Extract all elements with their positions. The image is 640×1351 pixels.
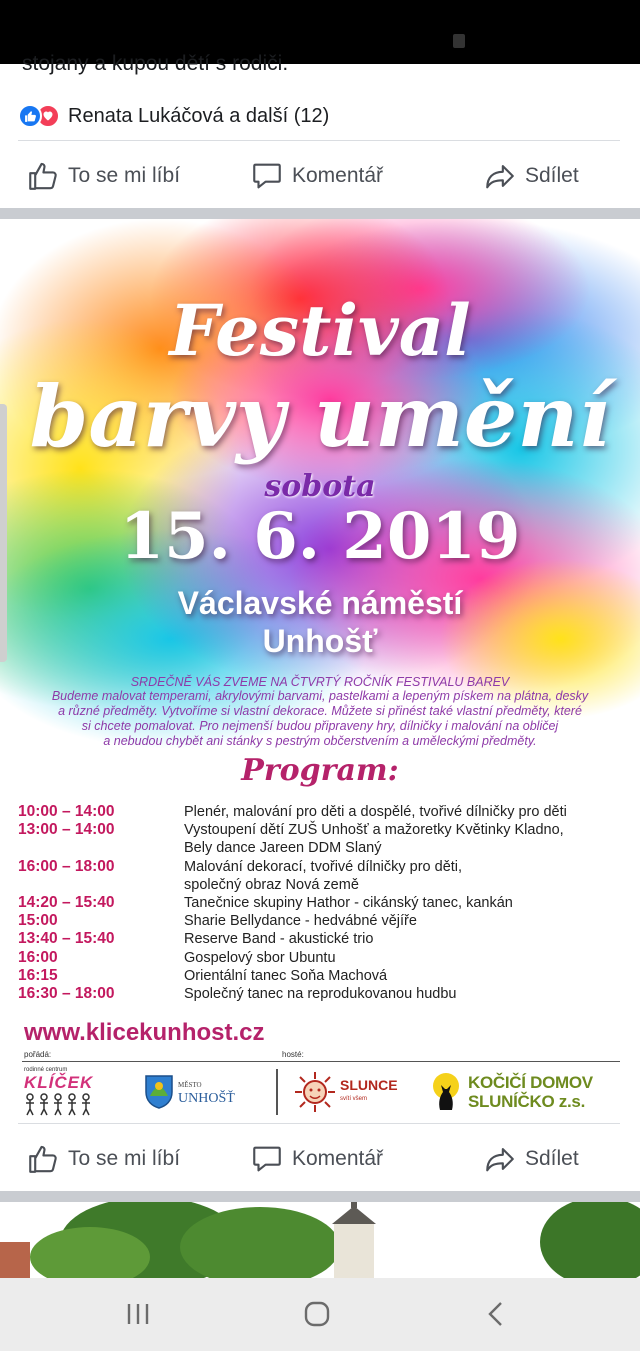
program-schedule — [18, 803, 628, 1003]
schedule-desc: Gospelový sbor Ubuntu — [184, 949, 336, 966]
schedule-row — [18, 949, 628, 967]
festival-poster-image[interactable] — [0, 219, 640, 1123]
schedule-row — [18, 967, 628, 985]
logo-slunce — [294, 1068, 404, 1116]
reactions-names: Renata Lukáčová a další (12) — [68, 104, 330, 127]
logo-mesto-unhost — [144, 1072, 254, 1112]
poster-website: www.klicekunhost.cz — [24, 1019, 265, 1046]
logos-divider-line — [22, 1061, 620, 1062]
poster-place-town: Unhošť — [262, 623, 378, 659]
schedule-time: 13:00 – 14:00 — [18, 821, 115, 839]
divider — [18, 140, 620, 141]
schedule-desc: Společný tanec na reprodukovanou hudbu — [184, 986, 457, 1003]
schedule-time: 10:00 – 14:00 — [18, 803, 115, 820]
share-label: Sdílet — [525, 1147, 579, 1170]
schedule-time: 14:20 – 15:40 — [18, 894, 115, 912]
intro-line: a nebudou chybět ani stánky s pestrým občerstvením a uměleckými předměty. — [103, 734, 537, 748]
logo-kocici-line1: KOČIČÍ DOMOV — [468, 1073, 593, 1092]
comment-icon — [250, 1142, 284, 1176]
post-actions-bar — [0, 1134, 640, 1184]
share-button[interactable] — [483, 151, 579, 201]
schedule-desc: společný obraz Nová země — [184, 876, 359, 893]
poster-day: sobota — [264, 469, 376, 504]
schedule-time: 16:15 — [18, 966, 58, 984]
share-icon — [483, 159, 517, 193]
share-label: Sdílet — [525, 164, 579, 187]
program-heading: Program: — [241, 753, 399, 788]
schedule-time: 16:30 – 18:00 — [18, 985, 115, 1003]
unhost-coat-of-arms-icon — [144, 1074, 174, 1110]
schedule-desc: Orientální tanec Soňa Machová — [184, 967, 388, 984]
back-chevron-icon — [486, 1301, 506, 1327]
label-guests: hosté: — [282, 1050, 304, 1059]
recent-apps-icon — [125, 1302, 151, 1326]
schedule-row — [18, 912, 628, 930]
label-organizer: pořádá: — [24, 1050, 52, 1059]
kids-figures-icon — [24, 1093, 100, 1117]
home-button[interactable] — [297, 1296, 337, 1332]
divider — [18, 1123, 620, 1124]
schedule-row — [18, 858, 628, 876]
schedule-desc: Plenér, malování pro děti a dospělé, tvořivé dílničky pro děti — [184, 804, 567, 820]
intro-line: si chcete pomalovat. Pro nejmenší budou připraveny hry, dílničky i malování na obličej — [81, 719, 559, 733]
like-reaction-icon — [18, 104, 42, 128]
reactions-summary[interactable] — [18, 102, 329, 130]
thumbs-up-icon — [26, 159, 60, 193]
schedule-row — [18, 876, 628, 894]
camera-cutout — [453, 34, 465, 48]
trees-and-tower-image — [0, 1202, 640, 1278]
logo-kocici-domov — [432, 1069, 632, 1115]
schedule-desc: Vystoupení dětí ZUŠ Unhošť a mažoretky Květinky Kladno, — [184, 822, 564, 839]
poster-date: 15. 6. 2019 — [119, 499, 521, 574]
schedule-desc: Malování dekorací, tvořivé dílničky pro děti, — [184, 858, 463, 875]
schedule-desc: Sharie Bellydance - hedvábné vějíře — [184, 913, 417, 930]
schedule-desc: Bely dance Jareen DDM Slaný — [184, 840, 382, 857]
scrollbar-thumb[interactable] — [0, 404, 7, 662]
recent-apps-button[interactable] — [118, 1296, 158, 1332]
intro-line: a různé předměty. Vytvoříme si vlastní dekorace. Můžete si přinést také vlastní předměty, které — [58, 704, 582, 718]
share-icon — [483, 1142, 517, 1176]
back-button[interactable] — [476, 1296, 516, 1332]
android-navigation-bar — [0, 1278, 640, 1351]
like-label: To se mi líbí — [68, 1147, 181, 1170]
comment-icon — [250, 159, 284, 193]
like-button[interactable] — [26, 151, 180, 201]
post-text-fragment: stojany a kupou dětí s rodiči. — [22, 52, 289, 75]
schedule-time: 15:00 — [18, 912, 58, 930]
schedule-row — [18, 839, 628, 857]
schedule-time: 16:00 – 18:00 — [18, 857, 115, 875]
schedule-time: 16:00 — [18, 948, 58, 966]
schedule-time — [18, 876, 184, 894]
schedule-time: 13:40 – 15:40 — [18, 930, 115, 948]
poster-intro-text — [6, 689, 634, 749]
post-actions-bar — [0, 151, 640, 201]
like-button[interactable] — [26, 1134, 180, 1184]
logo-klicek-text: KLÍČEK — [24, 1073, 94, 1092]
schedule-desc: Reserve Band - akustické trio — [184, 931, 374, 948]
poster-title-barvy-umeni: barvy umění — [29, 367, 611, 466]
logo-unhost-text: UNHOŠŤ — [178, 1091, 235, 1106]
share-button[interactable] — [483, 1134, 579, 1184]
schedule-row — [18, 821, 628, 839]
poster-place-square: Václavské náměstí — [177, 585, 463, 621]
cat-icon — [432, 1072, 460, 1112]
logos-separator — [276, 1069, 278, 1115]
poster-title-festival: Festival — [169, 289, 471, 372]
comment-label: Komentář — [292, 1147, 384, 1170]
like-label: To se mi líbí — [68, 164, 181, 187]
home-icon — [303, 1300, 331, 1328]
comment-label: Komentář — [292, 164, 384, 187]
schedule-desc: Tanečnice skupiny Hathor - cikánský tanec, kankán — [184, 895, 513, 912]
logo-kocici-line2: SLUNÍČKO z.s. — [468, 1092, 586, 1111]
poster-intro-heading: SRDEČNĚ VÁS ZVEME NA ČTVRTÝ ROČNÍK FESTIVALU BAREV — [130, 675, 510, 689]
schedule-time — [18, 839, 184, 857]
schedule-row — [18, 930, 628, 948]
next-post-photo[interactable] — [0, 1202, 640, 1278]
schedule-row — [18, 985, 628, 1003]
logo-klicek-caption: rodinné centrum — [24, 1067, 68, 1073]
logo-slunce-text: SLUNCE — [340, 1077, 398, 1093]
comment-button[interactable] — [250, 151, 383, 201]
feed-separator — [0, 1191, 640, 1202]
logo-unhost-caption: MĚSTO — [178, 1081, 202, 1089]
thumbs-up-icon — [26, 1142, 60, 1176]
logo-slunce-caption: svítí všem — [340, 1096, 368, 1102]
comment-button[interactable] — [250, 1134, 383, 1184]
feed-separator — [0, 208, 640, 219]
schedule-row — [18, 894, 628, 912]
schedule-row — [18, 803, 628, 821]
logo-klicek — [24, 1067, 100, 1121]
sun-face-icon — [294, 1071, 336, 1113]
intro-line: Budeme malovat temperami, akrylovými barvami, pastelkami a lepeným pískem na plátna, desky — [51, 689, 589, 703]
